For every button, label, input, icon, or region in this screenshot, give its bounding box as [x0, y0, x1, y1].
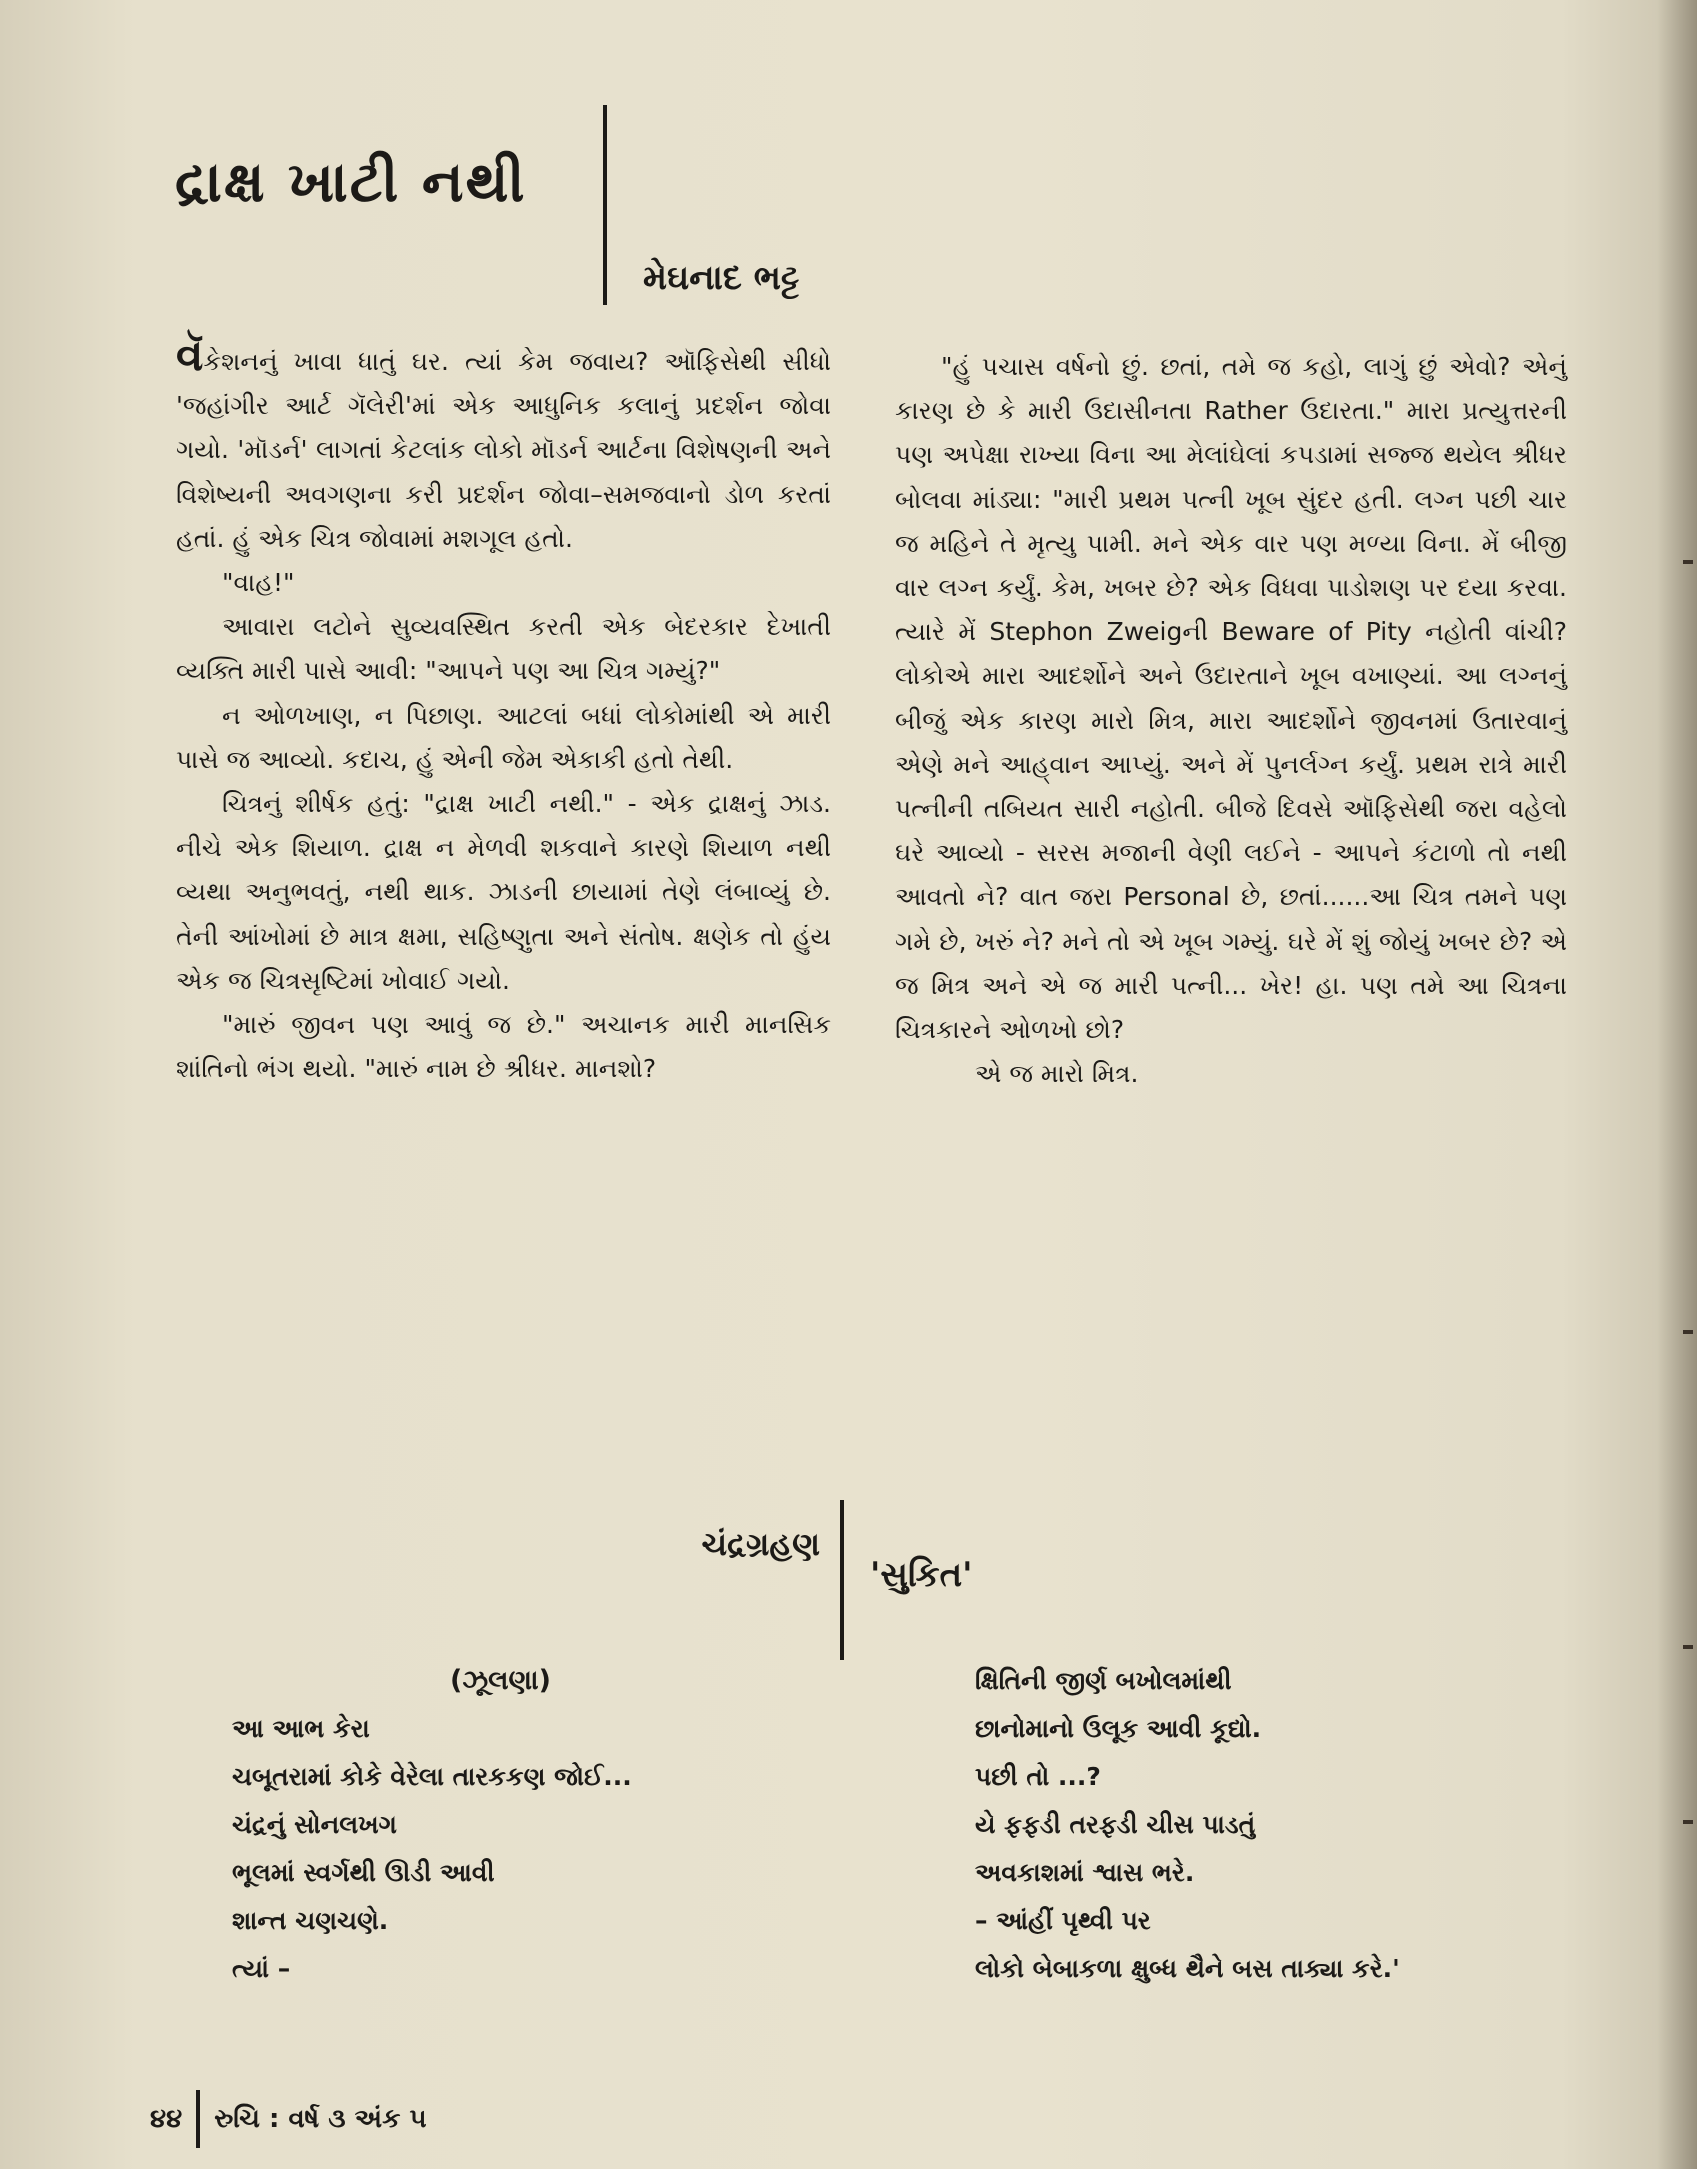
- magazine-issue: રુચિ : વર્ષ ૩ અંક ૫: [214, 2103, 427, 2134]
- poem-line: ભૂલમાં સ્વર્ગથી ઊડી આવી: [232, 1858, 495, 1887]
- article-paragraph: ચિત્રનું શીર્ષક હતું: "દ્રાક્ષ ખાટી નથી." - એક દ્રાક્ષનું ઝાડ. નીચે એક શિયાળ. દ્રાક્ષ ન મેળવી શકવાને કારણે શિયાળ નથી વ્યથા અનુભવતું, નથી થાક. ઝાડની છાયામાં તેણે લંબાવ્યું છે. તેની આંખોમાં છે માત્ર ક્ષમા, સહિષ્ણુતા અને સંતોષ. ક્ષણેક તો હુંય એક જ ચિત્રસૃષ્ટિમાં ખોવાઈ ગયો.: [176, 789, 831, 995]
- drop-cap: વૅ: [176, 330, 204, 381]
- poem-line: – આંહીં પૃથ્વી પર: [975, 1906, 1151, 1935]
- binding-mark: [1683, 1645, 1693, 1649]
- poem-left-stanza: [232, 1657, 632, 1993]
- article-author: મેઘનાદ ભટ્ટ: [643, 258, 800, 298]
- article-paragraph: "મારું જીવન પણ આવું જ છે." અચાનક મારી માનસિક શાંતિનો ભંગ થયો. "મારું નામ છે શ્રીધર. માનશો?: [176, 1010, 831, 1084]
- poem-line: ચંદ્રનું સોનલખગ: [232, 1810, 397, 1839]
- poem-line: ચબૂતરામાં કોકે વેરેલા તારકકણ જોઈ...: [232, 1762, 632, 1791]
- poem-line: પછી તો ...?: [975, 1762, 1101, 1791]
- poem-line: ત્યાં –: [232, 1954, 291, 1983]
- page-number: ૪૪: [150, 2103, 183, 2134]
- poem-right-stanza: [975, 1657, 1400, 1993]
- poem-line: આ આભ કેરા: [232, 1714, 370, 1743]
- poem-line: યે ફફડી તરફડી ચીસ પાડતું: [975, 1810, 1256, 1839]
- binding-mark: [1683, 1820, 1693, 1824]
- article-paragraph: આવારા લટોને સુવ્યવસ્થિત કરતી એક બેદરકાર દેખાતી વ્યક્તિ મારી પાસે આવી: "આપને પણ આ ચિત્ર ગમ્યું?": [176, 612, 831, 686]
- poem-author: 'સુકિત': [870, 1555, 973, 1595]
- poem-line: લોકો બેબાકળા ક્ષુબ્ધ થૈને બસ તાક્યા કરે.': [975, 1954, 1400, 1983]
- article-left-column: [176, 330, 831, 1091]
- article-paragraph: એ જ મારો મિત્ર.: [975, 1059, 1139, 1089]
- binding-mark: [1683, 560, 1693, 564]
- poem-line: શાન્ત ચણચણે.: [232, 1906, 389, 1935]
- footer-divider: [196, 2090, 200, 2148]
- poem-title-divider: [840, 1500, 844, 1660]
- article-paragraph: વૅકેશનનું ખાવા ધાતું ઘર. ત્યાં કેમ જવાય? ઑફિસેથી સીધો 'જહાંગીર આર્ટ ગૅલેરી'માં એક આધુનિક કલાનું પ્રદર્શન જોવા ગયો. 'મૉડર્ન' લાગતાં કેટલાંક લોકો મૉડર્ન આર્ટના વિશેષણની અને વિશેષ્યની અવગણના કરી પ્રદર્શન જોવા–સમજવાનો ડોળ કરતાં હતાં. હું એક ચિત્ર જોવામાં મશગૂલ હતો.: [176, 330, 831, 553]
- article-paragraph: ન ઓળખાણ, ન પિછાણ. આટલાં બધાં લોકોમાંથી એ મારી પાસે જ આવ્યો. કદાચ, હું એની જેમ એકાકી હતો તેથી.: [176, 700, 831, 774]
- poem-line: અવકાશમાં શ્વાસ ભરે.: [975, 1858, 1195, 1887]
- poem-line: ક્ષિતિની જીર્ણ બખોલમાંથી: [975, 1666, 1232, 1695]
- article-title: દ્રાક્ષ ખાટી નથી: [175, 150, 527, 215]
- poem-line: છાનોમાનો ઉલૂક આવી કૂદ્યો.: [975, 1714, 1262, 1743]
- article-right-column: [895, 345, 1567, 1096]
- article-paragraph: "હું પચાસ વર્ષનો છું. છતાં, તમે જ કહો, લાગું છું એવો? એનું કારણ છે કે મારી ઉદાસીનતા Rather ઉદારતા." મારા પ્રત્યુત્તરની પણ અપેક્ષા રાખ્યા વિના આ મેલાંઘેલાં કપડામાં સજ્જ થયેલ શ્રીધર બોલવા માંડ્યા: "મારી પ્રથમ પત્ની ખૂબ સુંદર હતી. લગ્ન પછી ચાર જ મહિને તે મૃત્યુ પામી. મને એક વાર પણ મળ્યા વિના. મેં બીજી વાર લગ્ન કર્યું. કેમ, ખબર છે? એક વિધવા પાડોશણ પર દયા કરવા. ત્યારે મેં Stephon Zweigની Beware of Pity નહોતી વાંચી? લોકોએ મારા આદર્શોને અને ઉદારતાને ખૂબ વખાણ્યાં. આ લગ્નનું બીજું એક કારણ મારો મિત્ર, મારા આદર્શોને જીવનમાં ઉતારવાનું એણે મને આહ્‌વાન આપ્યું. અને મેં પુનર્લગ્ન કર્યું. પ્રથમ રાત્રે મારી પત્નીની તબિયત સારી નહોતી. બીજે દિવસે ઑફિસેથી જરા વહેલો ઘરે આવ્યો - સરસ મજાની વેણી લઈને - આપને કંટાળો તો નથી આવતો ને? વાત જરા Personal છે, છતાં......આ ચિત્ર તમને પણ ગમે છે, ખરું ને? મને તો એ ખૂબ ગમ્યું. ઘરે મેં શું જોયું ખબર છે? એ જ મિત્ર અને એ જ મારી પત્ની... ખેર! હા. પણ તમે આ ચિત્રના ચિત્રકારને ઓળખો છો?: [895, 352, 1567, 1045]
- poem-title: ચંદ્રગ્રહણ: [701, 1525, 820, 1563]
- page-footer: [150, 2090, 427, 2148]
- article-paragraph: "વાહ!": [222, 568, 295, 598]
- poem-meter: (ઝૂલણા): [450, 1665, 552, 1696]
- title-divider: [603, 105, 607, 305]
- binding-mark: [1683, 1330, 1693, 1334]
- page-edge-shadow: [1657, 0, 1697, 2169]
